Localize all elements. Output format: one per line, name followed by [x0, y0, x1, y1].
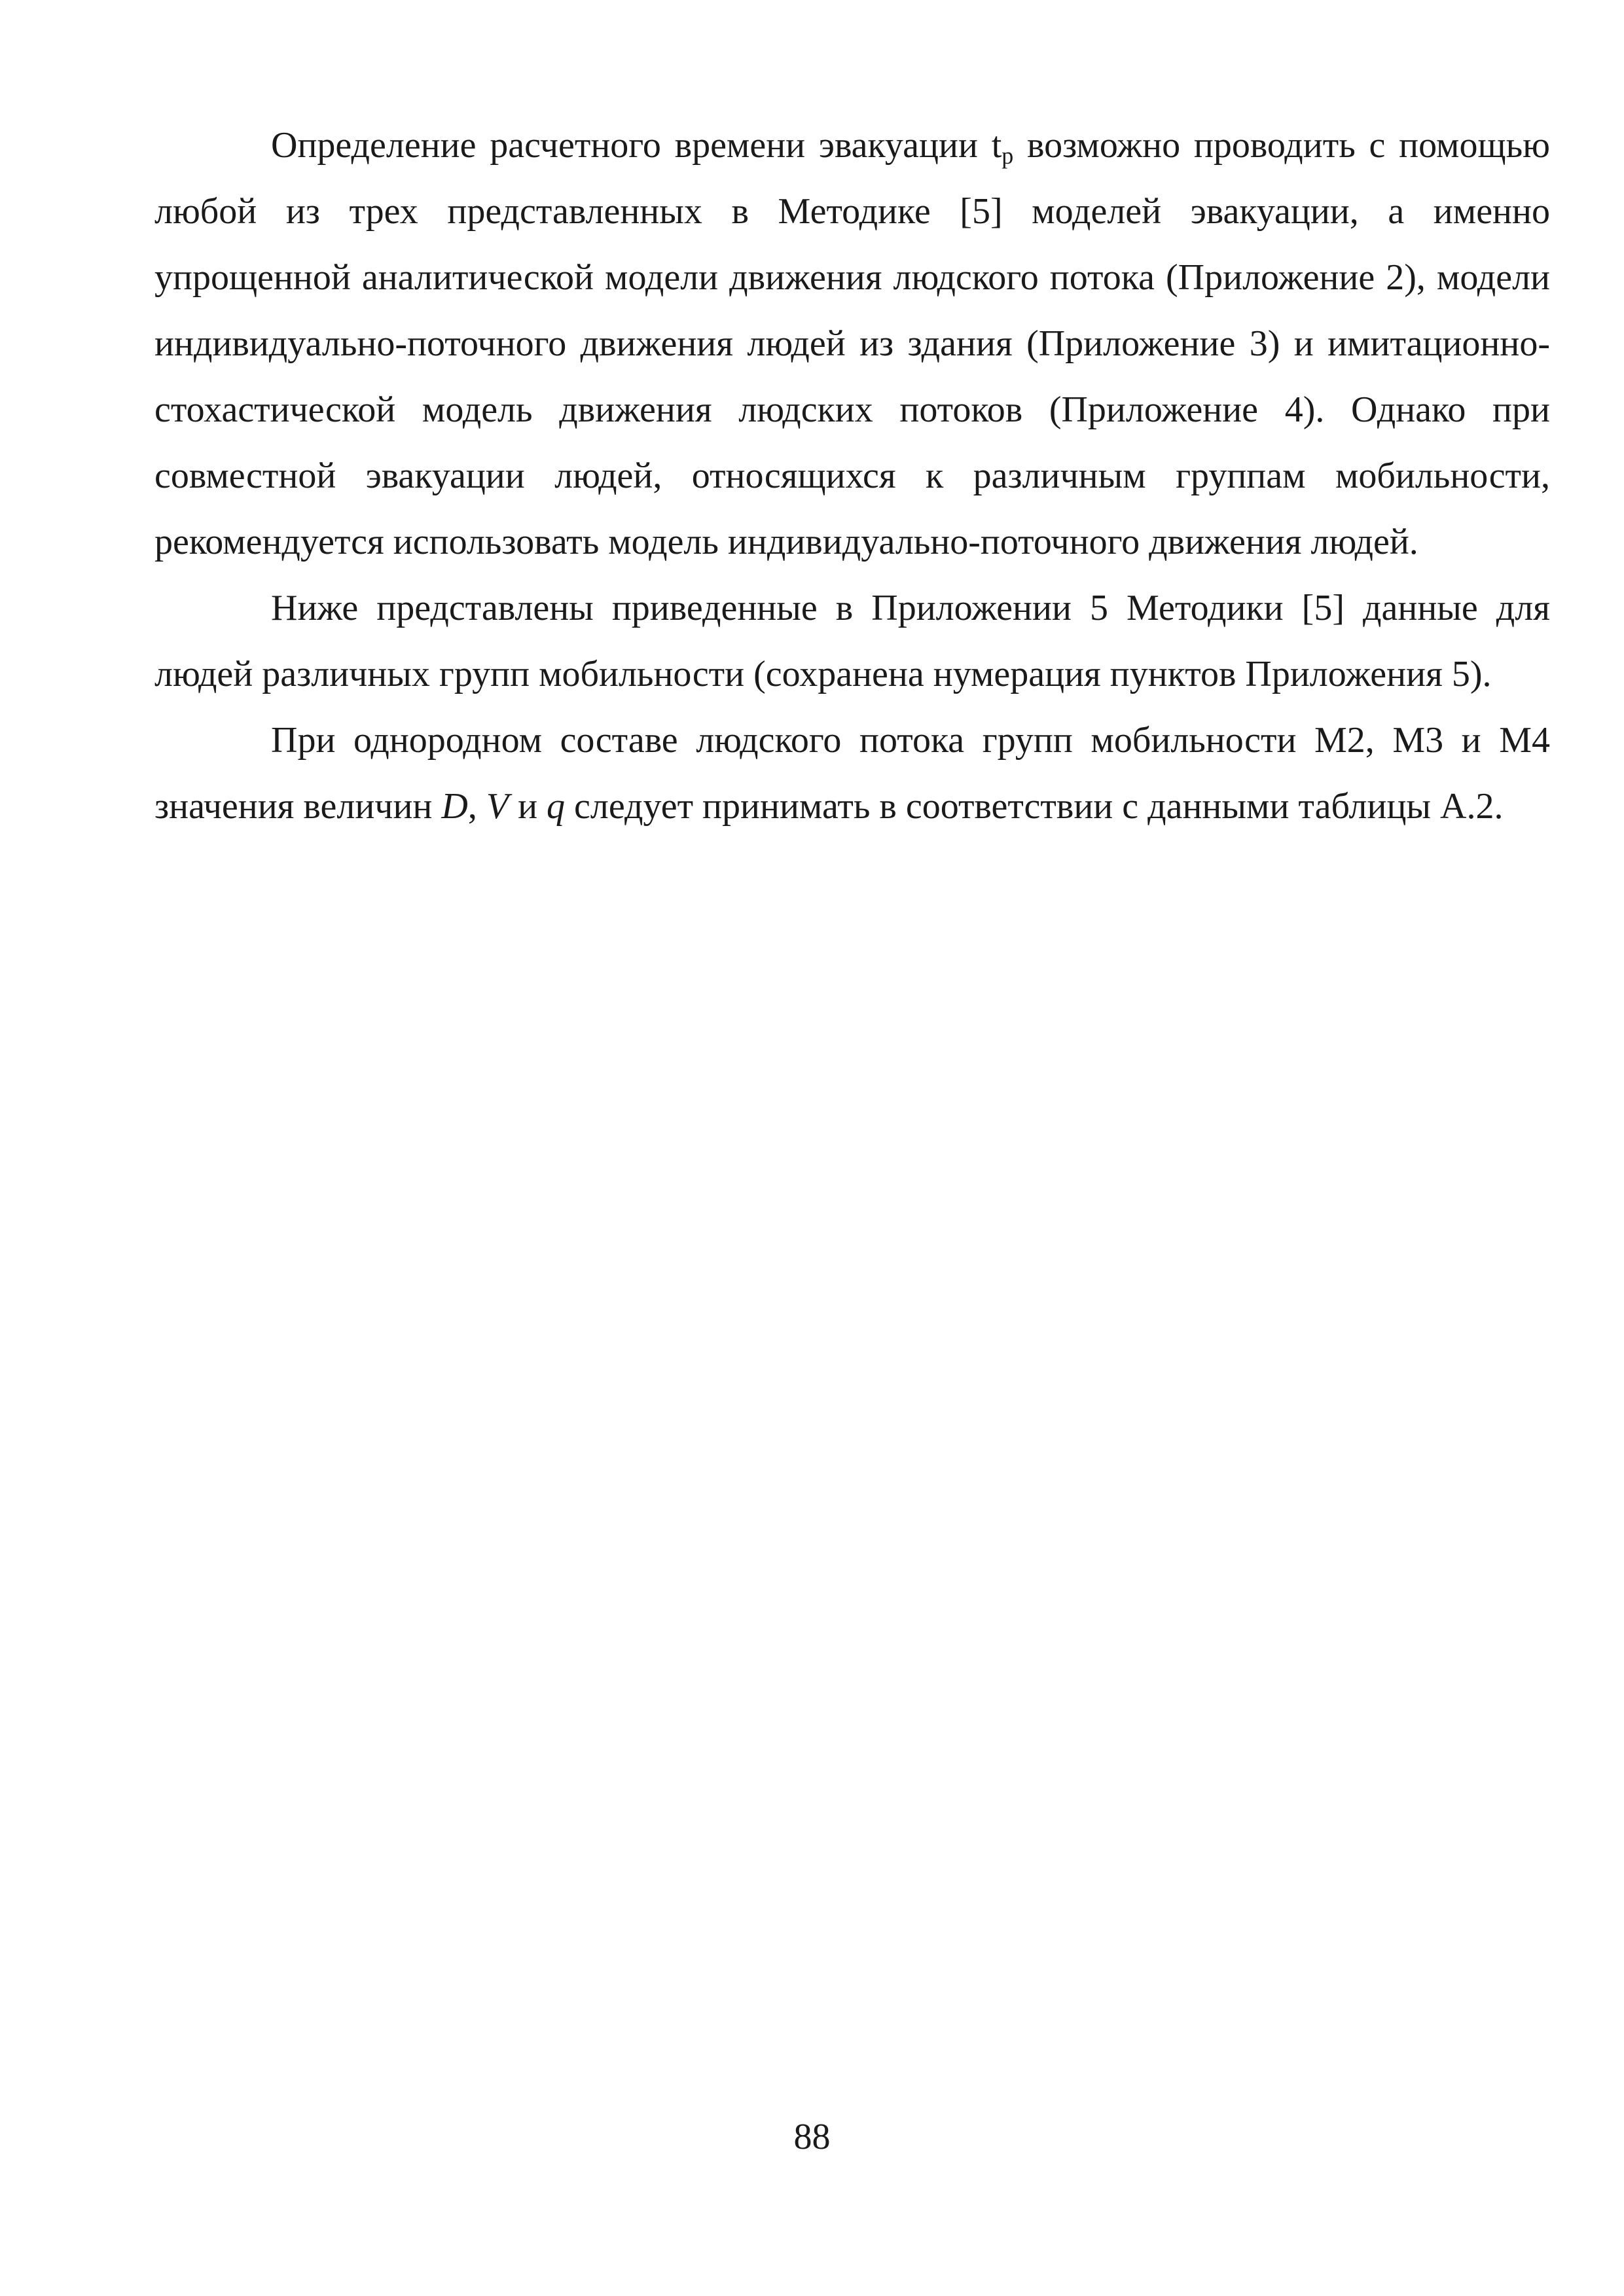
paragraph-1-start: Определение расчетного времени эвакуации t	[271, 125, 1002, 166]
body-text	[154, 113, 1550, 840]
paragraph-2-text: Ниже представлены приведенные в Приложении 5 Методики [5] данные для людей различных групп мобильности (сохранена нумерация пунктов Приложения 5).	[154, 588, 1550, 694]
page-number: 88	[793, 2117, 831, 2157]
variable-d: D	[441, 786, 468, 827]
separator-2: и	[509, 786, 547, 827]
variable-q: q	[547, 786, 566, 827]
separator-1: ,	[467, 786, 486, 827]
paragraph-homogeneous-flow	[154, 708, 1550, 840]
paragraph-evacuation-time	[154, 113, 1550, 575]
paragraph-1-rest: возможно проводить с помощью любой из трех представленных в Методике [5] моделей эвакуации, а именно упрощенной аналитической модели движения людского потока (Приложение 2), модели индивидуально-поточного движения людей из здания (Приложение 3) и имитационно-стохастической модель движения людских потоков (Приложение 4). Однако при совместной эвакуации людей, относящихся к различным группам мобильности, рекомендуется использовать модель индивидуально-поточного движения людей.	[154, 125, 1550, 562]
paragraph-mobility-data	[154, 575, 1550, 708]
paragraph-3-start: При однородном составе людского потока групп мобильности М2, М3 и М4 значения величин	[154, 720, 1550, 827]
variable-v: V	[486, 786, 509, 827]
paragraph-3-end: следует принимать в соответствии с данными таблицы А.2.	[565, 786, 1504, 827]
subscript-p: р	[1001, 143, 1014, 169]
